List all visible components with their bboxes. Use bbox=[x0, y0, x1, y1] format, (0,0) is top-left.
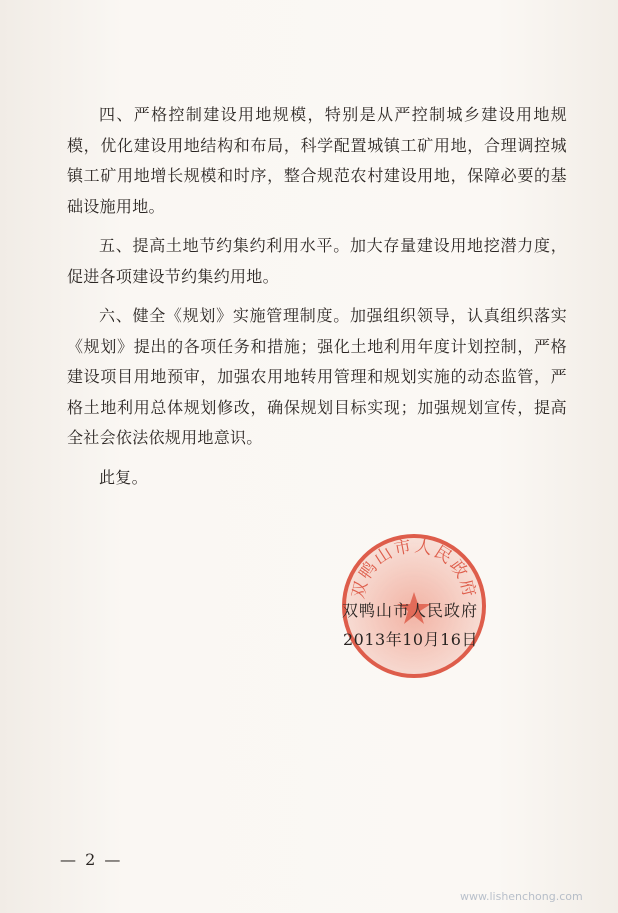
issue-date: 2013年10月16日 bbox=[343, 630, 478, 649]
paragraph-5: 五、提高土地节约集约利用水平。加大存量建设用地挖潜力度，促进各项建设节约集约用地。 bbox=[67, 236, 567, 286]
paragraph-4: 四、严格控制建设用地规模，特别是从严控制城乡建设用地规模，优化建设用地结构和布局，科学配置城镇工矿用地，合理调控城镇工矿用地增长规模和时序，整合规范农村建设用地，保障必要的基础设施用地。 bbox=[67, 105, 567, 216]
watermark: www.lishenchong.com bbox=[460, 890, 583, 903]
seal-text: 双鸭山市人民政府 bbox=[348, 536, 480, 601]
closing-text: 此复。 bbox=[99, 467, 148, 487]
issuer-signature: 双鸭山市人民政府 bbox=[342, 601, 479, 620]
paragraph-6: 六、健全《规划》实施管理制度。加强组织领导，认真组织落实《规划》提出的各项任务和措施；强化土地利用年度计划控制，严格建设项目用地预审，加强农用地转用管理和规划实施的动态监管，严格土地利用总体规划修改，确保规划目标实现；加强规划宣传，提高全社会依法依规用地意识。 bbox=[67, 306, 567, 447]
page-number: — 2 — bbox=[60, 850, 123, 869]
document-body bbox=[67, 100, 567, 502]
